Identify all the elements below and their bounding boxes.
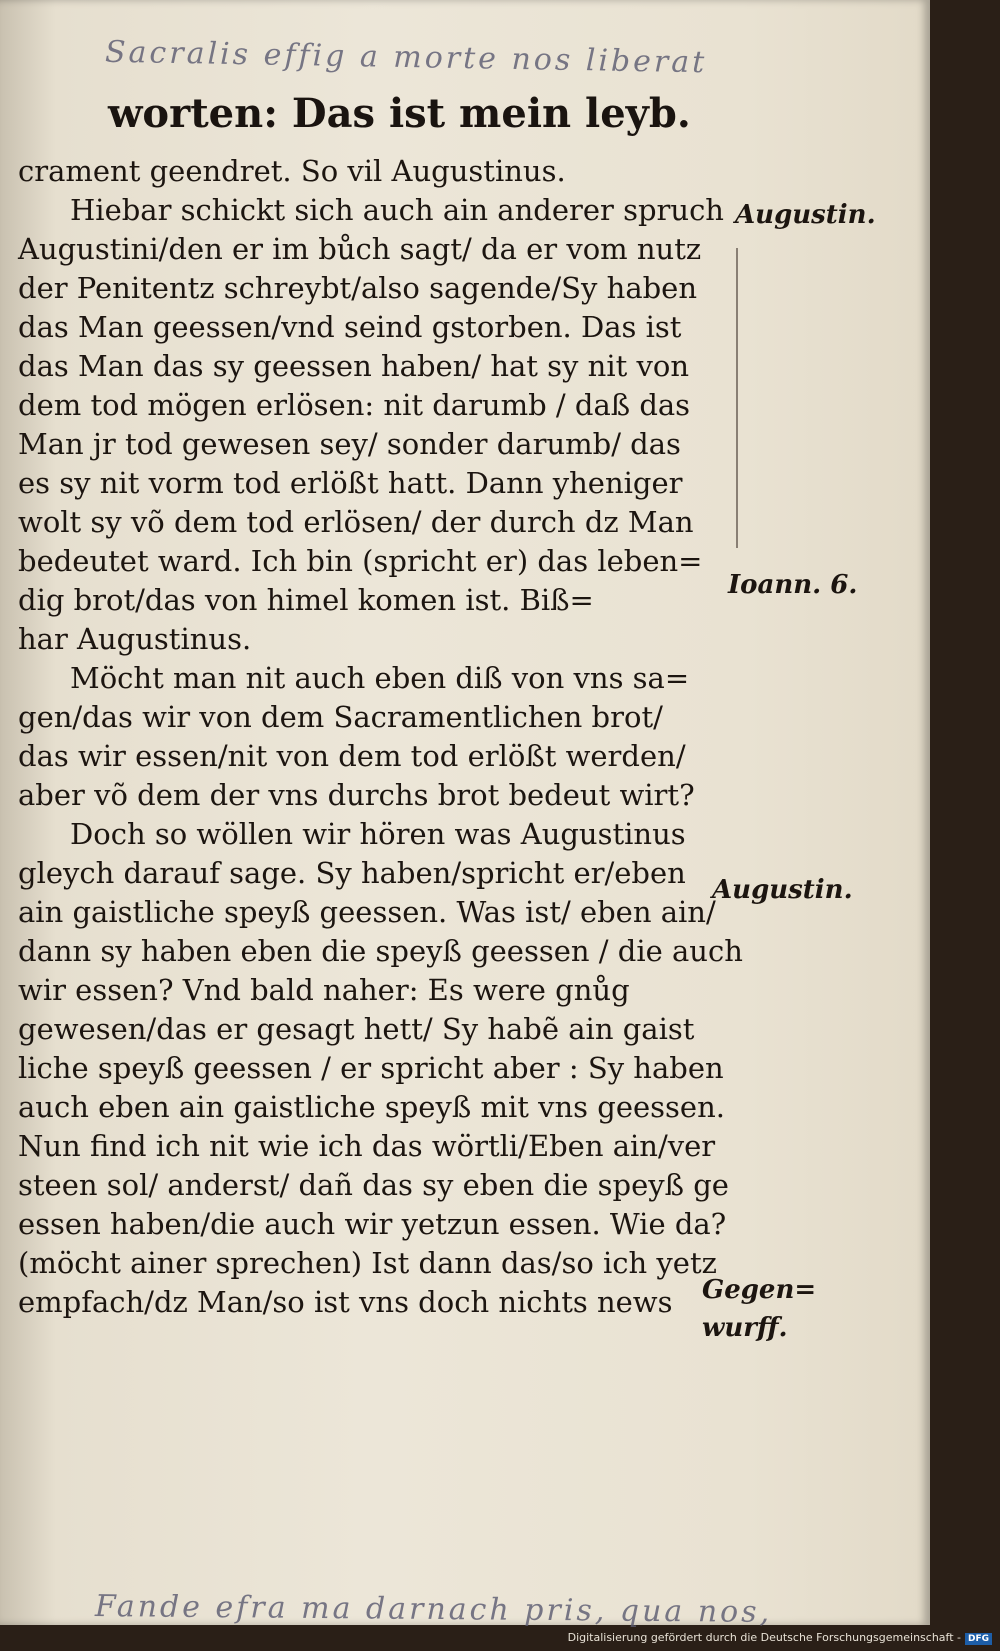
text-line: gewesen/das er gesagt hett/ Sy habẽ ain gaist [18, 1012, 695, 1046]
text-line: wolt sy võ dem tod erlösen/ der durch dz Man [18, 505, 694, 539]
text-line: Nun find ich nit wie ich das wörtli/Eben ain/ver [18, 1129, 716, 1163]
text-line: ain gaistliche speyß geessen. Was ist/ eben ain/ [18, 895, 716, 929]
marginal-note-ioann: Ioann. 6. [728, 570, 858, 600]
text-line: liche speyß geessen / er spricht aber : Sy haben [18, 1051, 724, 1085]
text-line: wir essen? Vnd bald naher: Es were gnůg [18, 973, 630, 1007]
text-line: gleych darauf sage. Sy haben/spricht er/eben [18, 856, 686, 890]
digitization-credit [568, 1631, 992, 1645]
text-line: dann sy haben eben die speyß geessen / die auch [18, 934, 743, 968]
marginal-note-augustin: Augustin. [735, 200, 876, 230]
marginal-note-augustin-2: Augustin. [712, 875, 853, 905]
text-line: empfach/dz Man/so ist vns doch nichts news [18, 1285, 673, 1319]
text-line: steen sol/ anderst/ dañ das sy eben die speyß ge [18, 1168, 729, 1202]
text-line: Augustini/den er im bůch sagt/ da er vom nutz [18, 232, 702, 266]
text-line: der Penitentz schreybt/also sagende/Sy haben [18, 271, 698, 305]
text-line: das wir essen/nit von dem tod erlößt werden/ [18, 739, 686, 773]
body-text [18, 152, 743, 1322]
text-line: aber võ dem der vns durchs brot bedeut wirt? [18, 778, 695, 812]
text-line: das Man das sy geessen haben/ hat sy nit von [18, 349, 690, 383]
text-line: es sy nit vorm tod erlößt hatt. Dann yheniger [18, 466, 683, 500]
text-line: das Man geessen/vnd seind gstorben. Das ist [18, 310, 682, 344]
text-line: har Augustinus. [18, 622, 252, 656]
text-line: Möcht man nit auch eben diß von vns sa= [70, 661, 690, 695]
text-line: auch eben ain gaistliche speyß mit vns geessen. [18, 1090, 725, 1124]
text-line: (möcht ainer sprechen) Ist dann das/so ich yetz [18, 1246, 717, 1280]
text-line: crament geendret. So vil Augustinus. [18, 154, 566, 188]
text-line: Hiebar schickt sich auch ain anderer spruch [70, 193, 724, 227]
digitization-credit-text: Digitalisierung gefördert durch die Deutsche Forschungsgemeinschaft - [567, 1631, 961, 1644]
text-line: bedeutet ward. Ich bin (spricht er) das leben= [18, 544, 703, 578]
handwritten-annotation-bottom: Fande efra ma darnach pris, qua nos, [94, 1589, 773, 1630]
catchword-heading: worten: Das ist mein leyb. [108, 90, 691, 137]
marginal-note-gegen: Gegen= [702, 1275, 817, 1305]
text-line: Man jr tod gewesen sey/ sonder darumb/ das [18, 427, 681, 461]
text-line: dem tod mögen erlösen: nit darumb / daß das [18, 388, 691, 422]
marginal-bracket-line [736, 248, 738, 548]
text-line: Doch so wöllen wir hören was Augustinus [70, 817, 686, 851]
marginal-note-wurff: wurff. [702, 1313, 788, 1343]
handwritten-annotation-top: Sacralis effig a morte nos liberat [104, 34, 708, 81]
text-line: dig brot/das von himel komen ist. Biß= [18, 583, 594, 617]
dfg-logo: DFG [965, 1633, 992, 1645]
text-line: essen haben/die auch wir yetzun essen. Wie da? [18, 1207, 727, 1241]
text-line: gen/das wir von dem Sacramentlichen brot/ [18, 700, 663, 734]
